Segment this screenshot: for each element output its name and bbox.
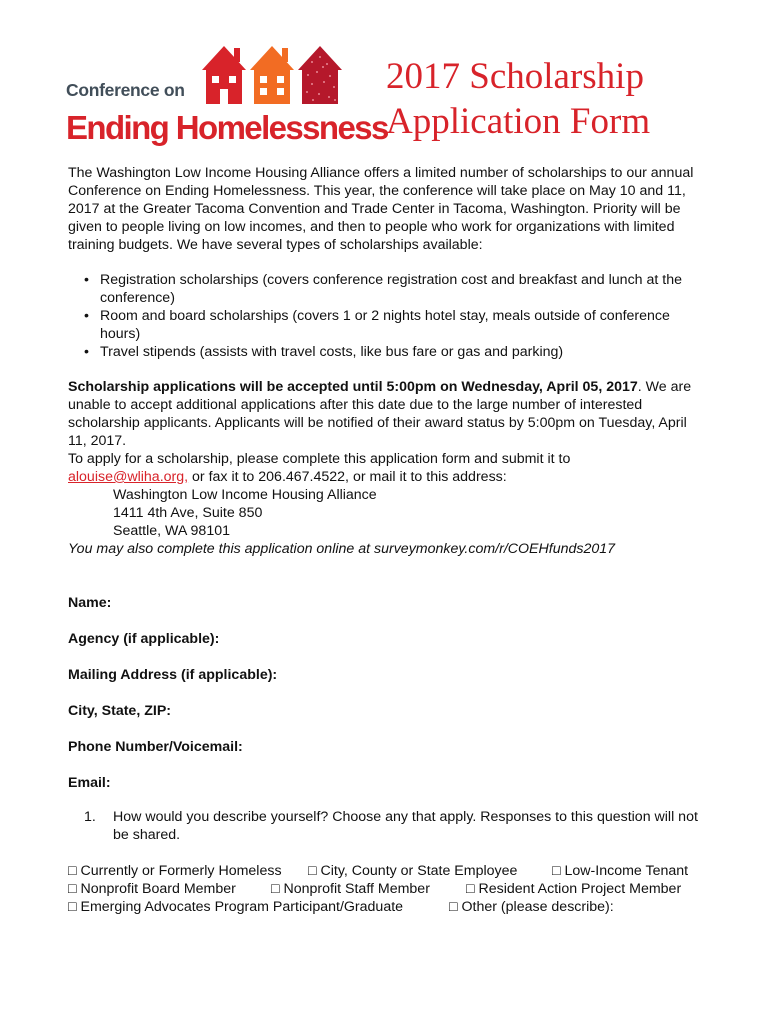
logo-line-1: Conference on (66, 80, 185, 100)
scholarship-types-list (68, 271, 708, 361)
question-1 (68, 808, 708, 844)
self-description-options (68, 862, 718, 916)
option-emerging-advocates-checkbox[interactable]: □ Emerging Advocates Program Participant/Graduate (68, 899, 404, 915)
title-line-2: Application Form (386, 101, 651, 142)
option-board-member-checkbox[interactable]: □ Nonprofit Board Member (68, 881, 236, 897)
phone-field-label: Phone Number/Voicemail: (68, 739, 243, 755)
online-note: You may also complete this application online at surveymonkey.com/r/COEHfunds2017 (68, 541, 616, 557)
description-section (68, 164, 708, 558)
title-line-1: 2017 Scholarship (386, 56, 644, 97)
email-field-label: Email: (68, 775, 111, 791)
option-low-income-tenant-checkbox[interactable]: □ Low-Income Tenant (552, 863, 689, 879)
intro-paragraph: The Washington Low Income Housing Alliance offers a limited number of scholarships to our annual Conference on Ending Homelessness. This year, the conference will take place on May 10 and 11, 2017 at the Greater Tacoma Convention and Trade Center in Tacoma, Washington. Priority will be given to people living on low incomes, and then to people who work for organizations with limited training budgets. We have several types of scholarships available: (68, 165, 694, 253)
question-text: How would you describe yourself? Choose any that apply. Responses to this question will not be shared. (113, 809, 698, 843)
logo-line-2: Ending Homelessness (66, 109, 388, 146)
conference-logo (66, 42, 388, 152)
address-line: Seattle, WA 98101 (113, 523, 230, 539)
name-field-label: Name: (68, 595, 112, 611)
address-line: 1411 4th Ave, Suite 850 (113, 505, 263, 521)
address-line: Washington Low Income Housing Alliance (113, 487, 377, 503)
options-row-1 (68, 862, 718, 880)
form-fields (68, 594, 708, 810)
apply-text-post: or fax it to 206.467.4522, or mail it to this address: (188, 469, 507, 485)
apply-text: To apply for a scholarship, please complete this application form and submit it to (68, 451, 571, 467)
option-homeless-checkbox[interactable]: □ Currently or Formerly Homeless (68, 863, 282, 879)
houses-logo-icon (200, 42, 350, 104)
list-item: • Registration scholarships (covers conference registration cost and breakfast and lunch at the conference) (68, 271, 708, 307)
deadline-paragraph (68, 378, 708, 450)
option-resident-action-checkbox[interactable]: □ Resident Action Project Member (466, 881, 682, 897)
list-item: • Travel stipends (assists with travel costs, like bus fare or gas and parking) (68, 343, 708, 361)
options-row-3 (68, 898, 718, 916)
page-title (386, 54, 746, 144)
email-link[interactable]: alouise@wliha.org, (68, 469, 189, 485)
option-other-checkbox[interactable]: □ Other (please describe): (449, 899, 614, 915)
apply-instructions (68, 450, 708, 486)
city-state-zip-field-label: City, State, ZIP: (68, 703, 172, 719)
agency-field-label: Agency (if applicable): (68, 631, 220, 647)
options-row-2 (68, 880, 718, 898)
question-number: 1. (84, 809, 96, 825)
deadline-bold: Scholarship applications will be accepted until 5:00pm on Wednesday, April 05, 2017 (68, 379, 638, 395)
mailing-address (68, 486, 708, 540)
mailing-address-field-label: Mailing Address (if applicable): (68, 667, 278, 683)
deadline-text: . We are unable to accept additional applications after this date due to the large number of interested scholarship applicants. Applicants will be notified of their award status by 5:00pm on Tuesday, April 11, 2017. (68, 379, 692, 449)
option-government-employee-checkbox[interactable]: □ City, County or State Employee (308, 863, 518, 879)
option-staff-member-checkbox[interactable]: □ Nonprofit Staff Member (271, 881, 430, 897)
list-item: • Room and board scholarships (covers 1 or 2 nights hotel stay, meals outside of conference hours) (68, 307, 708, 343)
